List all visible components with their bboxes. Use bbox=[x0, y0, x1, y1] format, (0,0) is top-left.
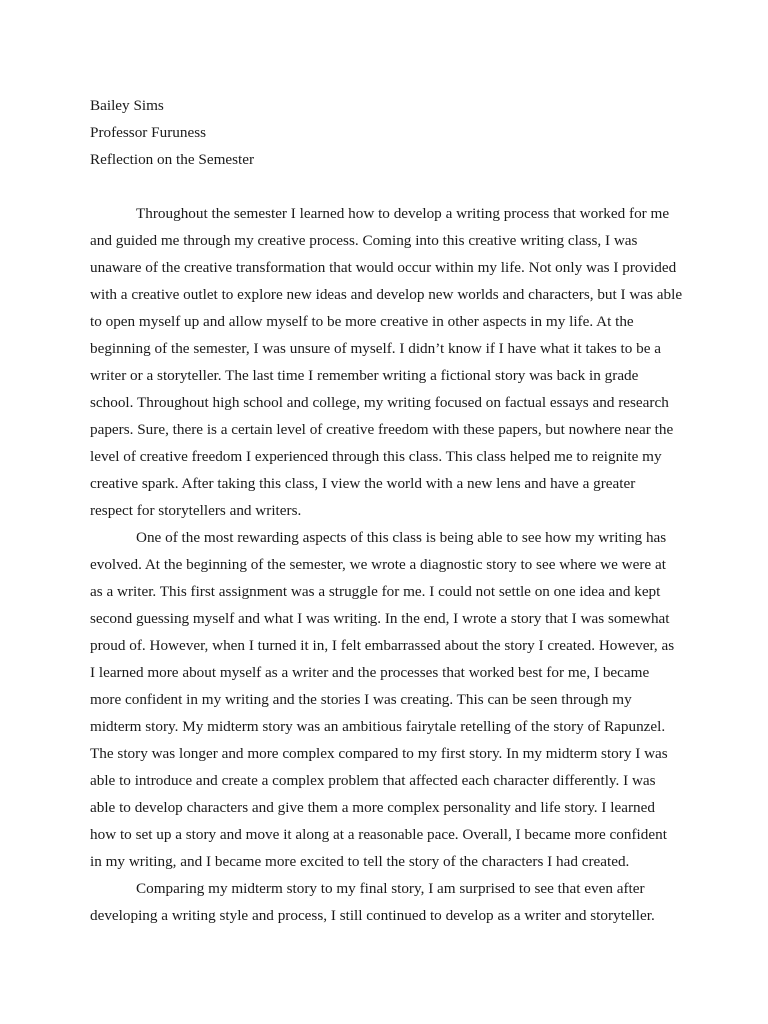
paragraph-line: writer or a storyteller. The last time I remember writing a fictional story was back in grade bbox=[90, 367, 639, 384]
paragraph-line: The story was longer and more complex compared to my first story. In my midterm story I was bbox=[90, 745, 668, 762]
paragraph-line: as a writer. This first assignment was a struggle for me. I could not settle on one idea and kept bbox=[90, 583, 661, 600]
paragraph-line: papers. Sure, there is a certain level of creative freedom with these papers, but nowhere near the bbox=[90, 421, 674, 438]
paragraph-line: midterm story. My midterm story was an ambitious fairytale retelling of the story of Rapunzel. bbox=[90, 718, 666, 735]
paragraph-line: level of creative freedom I experienced through this class. This class helped me to reignite my bbox=[90, 448, 662, 465]
paragraph-line: proud of. However, when I turned it in, I felt embarrassed about the story I created. However, as bbox=[90, 637, 675, 654]
document-page bbox=[90, 92, 683, 929]
paragraph-line: second guessing myself and what I was writing. In the end, I wrote a story that I was somewhat bbox=[90, 610, 670, 627]
paragraph-line: Throughout the semester I learned how to develop a writing process that worked for me bbox=[136, 205, 670, 222]
professor-name: Professor Furuness bbox=[90, 124, 207, 141]
paragraph-3 bbox=[90, 875, 680, 929]
paragraph-1 bbox=[90, 200, 683, 524]
paragraph-line: to open myself up and allow myself to be more creative in other aspects in my life. At the bbox=[90, 313, 634, 330]
paragraph-line: developing a writing style and process, I still continued to develop as a writer and storyteller. bbox=[90, 907, 655, 924]
document-title: Reflection on the Semester bbox=[90, 151, 255, 168]
paragraph-line: One of the most rewarding aspects of this class is being able to see how my writing has bbox=[136, 529, 667, 546]
paragraph-line: unaware of the creative transformation that would occur within my life. Not only was I provided bbox=[90, 259, 677, 276]
header-spacer bbox=[90, 173, 680, 200]
paragraph-line: Comparing my midterm story to my final story, I am surprised to see that even after bbox=[136, 880, 645, 897]
paragraph-line: able to develop characters and give them a more complex personality and life story. I learned bbox=[90, 799, 655, 816]
paragraph-line: I learned more about myself as a writer and the processes that worked best for me, I became bbox=[90, 664, 650, 681]
paragraph-line: creative spark. After taking this class, I view the world with a new lens and have a greater bbox=[90, 475, 636, 492]
paragraph-2 bbox=[90, 524, 680, 875]
paragraph-line: respect for storytellers and writers. bbox=[90, 502, 302, 519]
paragraph-line: beginning of the semester, I was unsure of myself. I didn’t know if I have what it takes to be a bbox=[90, 340, 662, 357]
paragraph-line: with a creative outlet to explore new ideas and develop new worlds and characters, but I was able bbox=[90, 286, 683, 303]
author-name: Bailey Sims bbox=[90, 97, 164, 114]
paragraph-line: and guided me through my creative process. Coming into this creative writing class, I was bbox=[90, 232, 638, 249]
paragraph-line: able to introduce and create a complex problem that affected each character differently. I was bbox=[90, 772, 656, 789]
paragraph-line: more confident in my writing and the stories I was creating. This can be seen through my bbox=[90, 691, 632, 708]
paragraph-line: evolved. At the beginning of the semester, we wrote a diagnostic story to see where we were at bbox=[90, 556, 666, 573]
paragraph-line: school. Throughout high school and college, my writing focused on factual essays and research bbox=[90, 394, 669, 411]
paragraph-line: how to set up a story and move it along at a reasonable pace. Overall, I became more confident bbox=[90, 826, 667, 843]
paragraph-line: in my writing, and I became more excited to tell the story of the characters I had created. bbox=[90, 853, 630, 870]
